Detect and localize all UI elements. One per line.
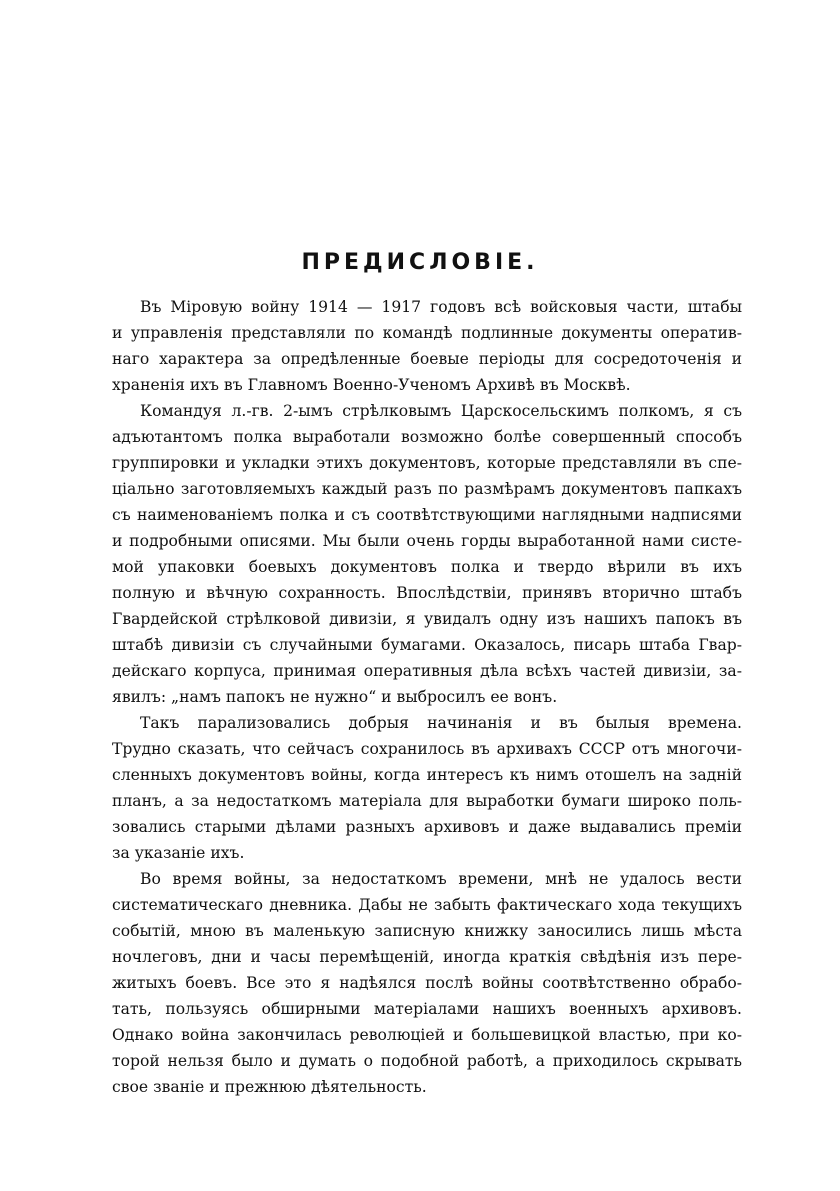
text-line: группировки и укладки этихъ документовъ, которые представляли въ спе- <box>112 454 742 472</box>
text-line: событій, мною въ маленькую записную книжку заносились лишь мѣста <box>112 922 742 940</box>
text-line: мой упаковки боевыхъ документовъ полка и твердо вѣрили въ ихъ <box>112 558 742 576</box>
page-title: ПРЕДИСЛОВІЕ. <box>301 250 539 275</box>
paragraph <box>112 398 742 710</box>
text-line: Въ Міровую войну 1914 — 1917 годовъ всѣ войсковыя части, штабы <box>140 298 742 316</box>
text-line: Однако война закончилась революціей и большевицкой властью, при ко- <box>112 1026 742 1044</box>
paragraph <box>112 866 742 1100</box>
text-line: тать, пользуясь обширными матеріалами нашихъ военныхъ архивовъ. <box>112 1000 742 1018</box>
text-line: свое званіе и прежнюю дѣятельность. <box>112 1078 427 1096</box>
text-line: зовались старыми дѣлами разныхъ архивовъ и даже выдавались преміи <box>112 818 742 836</box>
text-line: систематическаго дневника. Дабы не забыть фактическаго хода текущихъ <box>112 896 742 914</box>
text-line: ціально заготовляемыхъ каждый разъ по размѣрамъ документовъ папкахъ <box>112 480 742 498</box>
paragraph <box>112 710 742 866</box>
text-line: Гвардейской стрѣлковой дивизіи, я увидалъ одну изъ нашихъ папокъ въ <box>112 610 742 628</box>
text-line: торой нельзя было и думать о подобной работѣ, а приходилось скрывать <box>112 1052 742 1070</box>
body-text <box>112 294 742 1100</box>
text-line: штабѣ дивизіи съ случайными бумагами. Оказалось, писарь штаба Гвар- <box>112 636 742 654</box>
text-line: и подробными описями. Мы были очень горды выработанной нами систе- <box>112 532 742 550</box>
text-line: адъютантомъ полка выработали возможно болѣе совершенный способъ <box>112 428 742 446</box>
text-line: наго характера за опредѣленные боевые періоды для сосредоточенія и <box>112 350 742 368</box>
text-line: планъ, а за недостаткомъ матеріала для выработки бумаги широко поль- <box>112 792 742 810</box>
text-line: за указаніе ихъ. <box>112 844 245 862</box>
text-line: ночлеговъ, дни и часы перемѣщеній, иногда краткія свѣдѣнія изъ пере- <box>112 948 742 966</box>
paragraph <box>112 294 742 398</box>
text-line: явилъ: „намъ папокъ не нужно“ и выбросилъ ее вонъ. <box>112 688 558 706</box>
text-line: Во время войны, за недостаткомъ времени, мнѣ не удалось вести <box>140 870 742 888</box>
text-line: Командуя л.-гв. 2-ымъ стрѣлковымъ Царскосельскимъ полкомъ, я съ <box>140 402 742 420</box>
text-line: полную и вѣчную сохранность. Впослѣдствіи, принявъ вторично штабъ <box>112 584 742 602</box>
text-line: Трудно сказать, что сейчасъ сохранилось въ архивахъ СССР отъ многочи- <box>112 740 742 758</box>
text-line: сленныхъ документовъ войны, когда интересъ къ нимъ отошелъ на задній <box>112 766 742 784</box>
text-line: храненія ихъ въ Главномъ Военно-Ученомъ Архивѣ въ Москвѣ. <box>112 376 631 394</box>
text-line: съ наименованіемъ полка и съ соотвѣтствующими наглядными надписями <box>112 506 742 524</box>
text-line: и управленія представляли по командѣ подлинные документы оператив- <box>112 324 742 342</box>
text-line: житыхъ боевъ. Все это я надѣялся послѣ войны соотвѣтственно обрабо- <box>112 974 742 992</box>
text-line: Такъ парализовались добрыя начинанія и въ былыя времена. <box>140 714 742 732</box>
text-line: дейскаго корпуса, принимая оперативныя дѣла всѣхъ частей дивизіи, за- <box>112 662 742 680</box>
